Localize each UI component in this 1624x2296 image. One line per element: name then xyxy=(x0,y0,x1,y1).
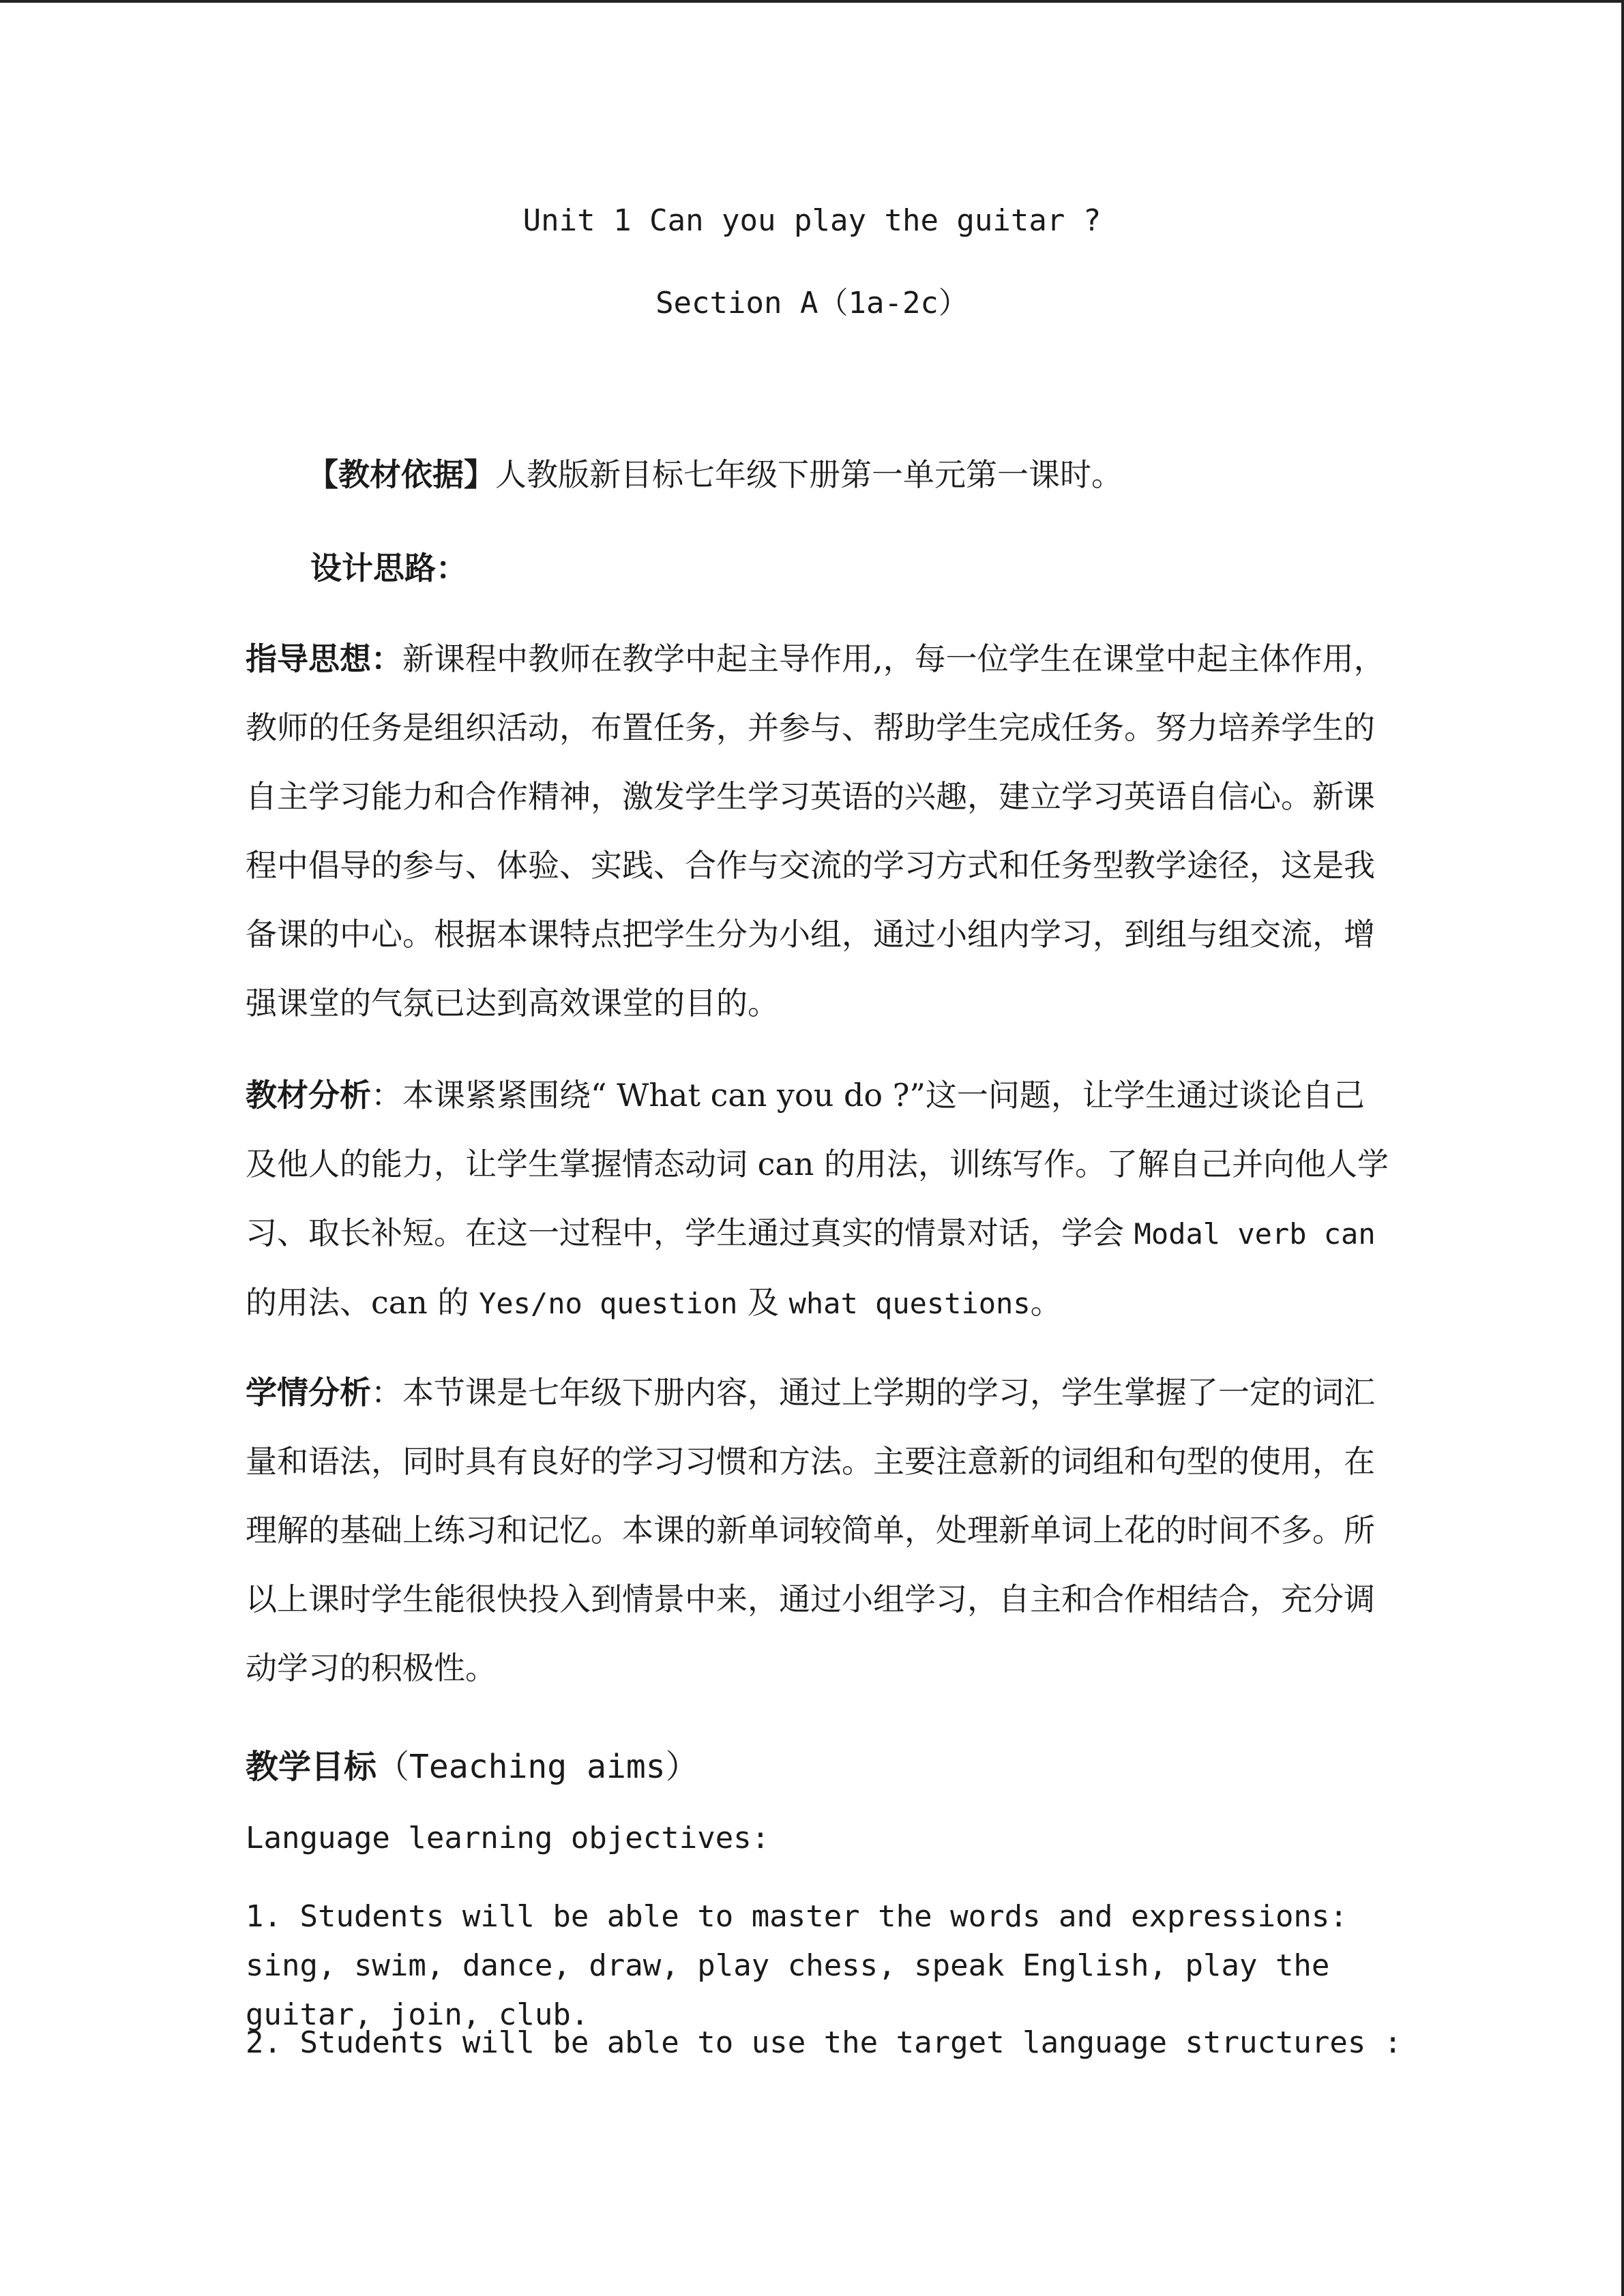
material-analysis-what-questions: what questions xyxy=(788,1287,1031,1320)
objective-item: 2. Students will be able to use the target language structures : xyxy=(246,2025,1402,2060)
textbook-basis xyxy=(307,450,1123,495)
textbook-basis-text: 人教版新目标七年级下册第一单元第一课时。 xyxy=(495,456,1123,493)
page-right-border xyxy=(1621,0,1624,2296)
design-heading: 设计思路： xyxy=(310,550,467,586)
material-analysis-text-d: 。 xyxy=(1030,1284,1062,1321)
material-analysis-text-b: 的用法、can 的 xyxy=(246,1284,479,1321)
teaching-aims-english: （Teaching aims） xyxy=(377,1748,698,1786)
material-analysis-paragraph xyxy=(246,1061,1391,1338)
material-analysis-yes-no: Yes/no question xyxy=(479,1287,738,1320)
textbook-basis-label: 【教材依据】 xyxy=(307,456,495,493)
language-objectives-heading: Language learning objectives: xyxy=(246,1821,770,1855)
objective-item: 1. Students will be able to master the words and expressions: sing, swim, dance, draw, play chess, speak English, play the guitar, join, club. xyxy=(246,1899,1348,2032)
page-top-border xyxy=(0,0,1624,3)
guiding-thought-label: 指导思想： xyxy=(246,640,402,677)
teaching-aims-label: 教学目标 xyxy=(246,1748,377,1786)
guiding-thought-text: 新课程中教师在教学中起主导作用,，每一位学生在课堂中起主体作用，教师的任务是组织活动，布置任务，并参与、帮助学生完成任务。努力培养学生的自主学习能力和合作精神，激发学生学习英语的兴趣，建立学习英语自信心。新课程中倡导的参与、体验、实践、合作与交流的学习方式和任务型教学途径，这是我备课的中心。根据本课特点把学生分为小组，通过小组内学习，到组与组交流，增强课堂的气氛已达到高效课堂的目的。 xyxy=(246,640,1385,1022)
material-analysis-modal-verb: Modal verb can xyxy=(1134,1217,1376,1251)
document-title: Unit 1 Can you play the guitar ? xyxy=(522,203,1102,238)
material-analysis-label: 教材分析 xyxy=(246,1077,371,1114)
material-analysis-text-a: ：本课紧紧围绕“ What can you do ?”这一问题，让学生通过谈论自己及他人的能力，让学生掌握情态动词 can 的用法，训练写作。了解自己并向他人学习、取长补短。在这一过程中，学生通过真实的情景对话，学会 xyxy=(246,1077,1389,1251)
student-analysis-text: ：本节课是七年级下册内容，通过上学期的学习，学生掌握了一定的词汇量和语法，同时具有良好的学习习惯和方法。主要注意新的词组和句型的使用，在理解的基础上练习和记忆。本课的新单词较简单，处理新单词上花的时间不多。所以上课时学生能很快投入到情景中来，通过小组学习，自主和合作相结合，充分调动学习的积极性。 xyxy=(246,1374,1375,1686)
student-analysis-label: 学情分析 xyxy=(246,1374,371,1411)
document-subtitle: Section A（1a-2c） xyxy=(655,286,969,320)
teaching-aims-heading xyxy=(246,1740,698,1787)
guiding-thought-paragraph xyxy=(246,625,1391,1038)
material-analysis-text-c: 及 xyxy=(737,1284,789,1321)
student-analysis-paragraph xyxy=(246,1358,1391,1703)
